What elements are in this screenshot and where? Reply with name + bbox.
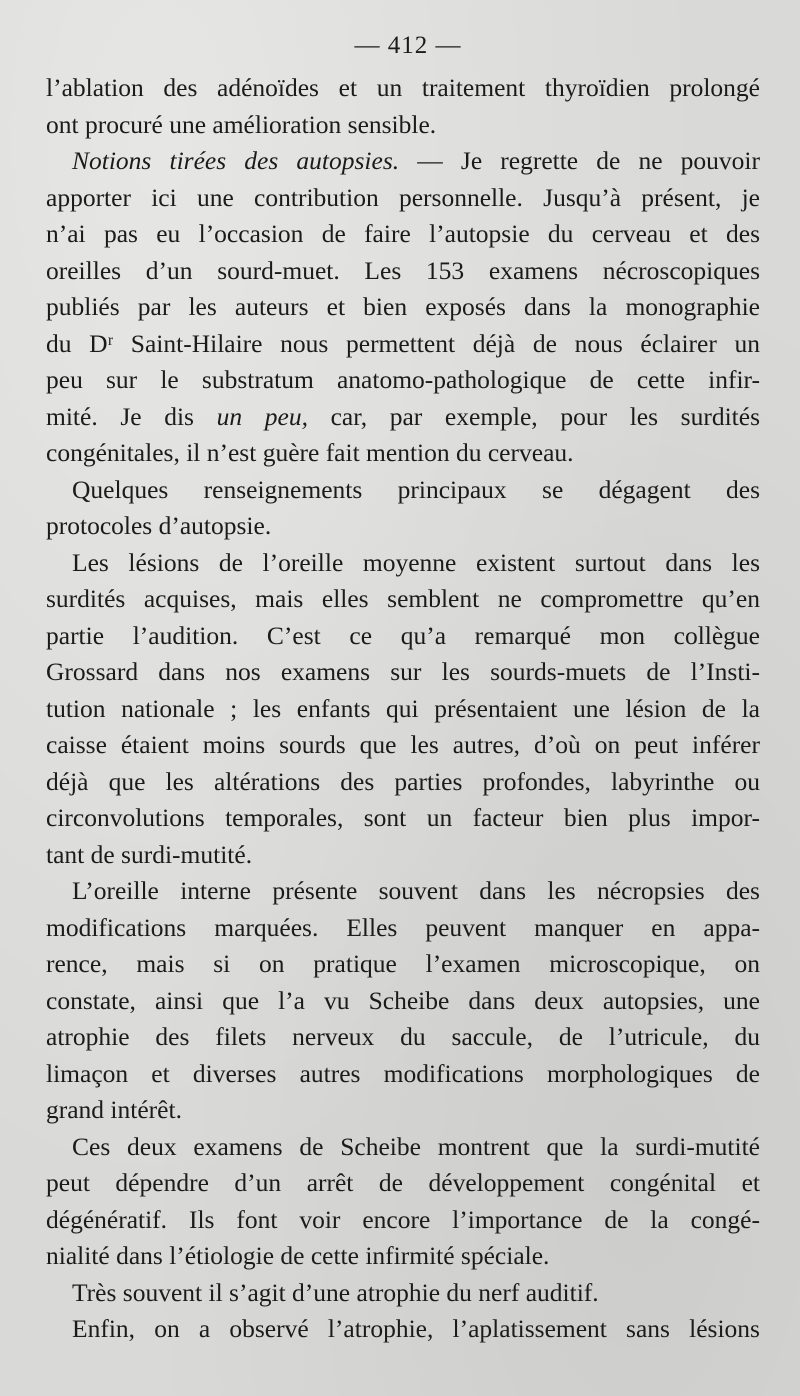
text-line: n’ai pas eu l’occasion de faire l’autopsie du cerveau et des: [46, 219, 760, 248]
text-line: tant de surdi-mutité.: [46, 839, 253, 869]
text-line: peu sur le substratum anatomo-pathologique de cette infir-: [46, 365, 760, 394]
text-line: tution nationale ; les enfants qui présentaient une lésion de la: [46, 693, 760, 723]
text-line: déjà que les altérations des parties profondes, labyrinthe ou: [46, 766, 760, 796]
text-line: peut dépendre d’un arrêt de développement congénital et: [46, 1168, 760, 1197]
text-line: partie l’audition. C’est ce qu’a remarqué mon collègue: [46, 620, 760, 650]
text-line: congénitales, il n’est guère fait mention du cerveau.: [46, 438, 574, 467]
text-line: grand intérêt.: [46, 1095, 182, 1124]
text-line: publiés par les auteurs et bien exposés dans la monographie: [46, 292, 760, 321]
text-line: [46, 399, 760, 436]
line-text: car, par exemple, pour les surdités: [307, 401, 760, 431]
text-line: modifications marquées. Elles peuvent manquer en appa-: [46, 912, 760, 942]
italic-heading: Notions tirées des autopsies.: [72, 146, 400, 175]
text-line: dégénératif. Ils font voir encore l’importance de la congé-: [46, 1204, 760, 1234]
text-line: Grossard dans nos examens sur les sourds-muets de l’Insti-: [46, 657, 760, 686]
text-line: Quelques renseignements principaux se dégagent des: [72, 474, 760, 504]
text-line: caisse étaient moins sourds que les autres, d’où on peut inférer: [46, 730, 760, 759]
text-line: Les lésions de l’oreille moyenne existent surtout dans les: [72, 547, 760, 577]
text-line: apporter ici une contribution personnelle. Jusqu’à présent, je: [46, 182, 760, 212]
text-line: ont procuré une amélioration sensible.: [46, 109, 437, 139]
text-line: surdités acquises, mais elles semblent ne compromettre qu’en: [46, 584, 760, 613]
text-line: circonvolutions temporales, sont un facteur bien plus impor-: [46, 803, 760, 832]
text-line: limaçon et diverses autres modifications morphologiques de: [46, 1058, 760, 1088]
page-number: — 412 —: [354, 32, 462, 59]
text-line: rence, mais si on pratique l’examen microscopique, on: [46, 949, 760, 978]
italic-phrase: un peu,: [216, 401, 308, 431]
line-text: mité. Je dis: [46, 401, 217, 431]
text-line: oreilles d’un sourd-muet. Les 153 examens nécroscopiques: [46, 255, 760, 285]
text-line: Très souvent il s’agit d’une atrophie du nerf auditif.: [72, 1277, 599, 1307]
body-text: [46, 70, 760, 1348]
text-line: du Dʳ Saint-Hilaire nous permettent déjà de nous éclairer un: [46, 328, 760, 358]
text-line: [46, 143, 760, 180]
text-line: L’oreille interne présente souvent dans les nécropsies des: [72, 876, 760, 905]
document-page: [46, 30, 760, 1348]
text-line: Enfin, on a observé l’atrophie, l’aplatissement sans lésions: [72, 1314, 760, 1343]
text-line: constate, ainsi que l’a vu Scheibe dans deux autopsies, une: [46, 985, 760, 1015]
text-line: Ces deux examens de Scheibe montrent que la surdi-mutité: [72, 1131, 760, 1161]
text-line: atrophie des filets nerveux du saccule, de l’utricule, du: [46, 1022, 760, 1051]
text-line: l’ablation des adénoïdes et un traitement thyroïdien prolongé: [46, 73, 760, 102]
text-line: nialité dans l’étiologie de cette infirmité spéciale.: [46, 1241, 550, 1270]
line-text: — Je regrette de ne pouvoir: [399, 146, 760, 175]
text-line: protocoles d’autopsie.: [46, 511, 272, 540]
